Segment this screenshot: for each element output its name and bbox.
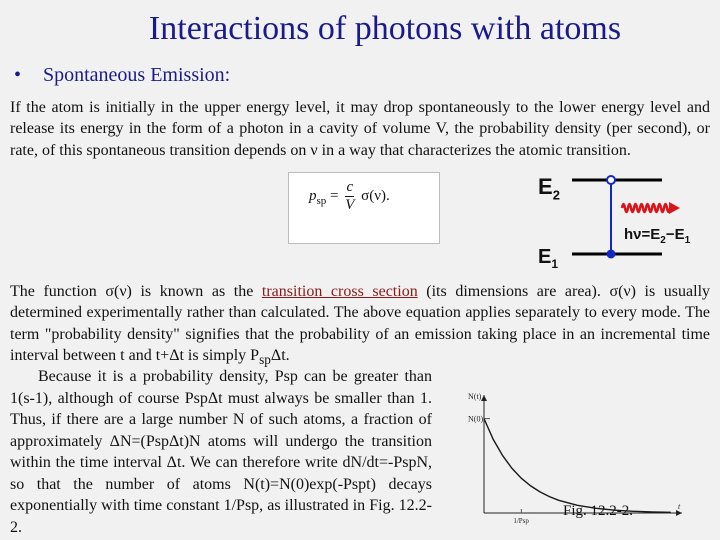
- paragraph-probability: Because it is a probability density, Psp can be greater than 1(s-1), although of course PspΔt must always be smaller than 1. Thus, if there are a large number N of such atoms, a fraction of approximately ΔN=(PspΔt)N atoms will undergo the transition within the time interval Δt. We can therefore write dN/dt=-PspN, so that the number of atoms N(t)=N(0)exp(-Pspt) decays exponentially with time constant 1/Psp, as illustrated in Fig. 12.2-2.: [10, 368, 432, 536]
- photon-wave: [622, 204, 670, 212]
- rate-formula: $p_{sp}$ = $\frac{c}{V}$ σ(ν).: [309, 179, 390, 213]
- highlight-term: transition cross section: [261, 283, 418, 300]
- formula-numerator: c: [346, 179, 354, 195]
- y-axis-label: N(t): [468, 392, 482, 401]
- bullet-icon: •: [14, 64, 22, 86]
- energy-level-diagram: [532, 172, 712, 277]
- paragraph-intro: If the atom is initially in the upper energy level, it may drop spontaneously to the lower energy level and release its energy in the form of a photon in a cavity of volume V, the probability density (per second), or rate, of this spontaneous transition depends on ν in a way that characterizes the atomic transition.: [10, 99, 710, 159]
- photon-energy-label: $h\nu=E_2-E_1$: [624, 226, 691, 246]
- formula-lhs-sub: sp: [316, 194, 327, 207]
- section-heading-label: Spontaneous Emission:: [43, 64, 231, 86]
- formula-box: [288, 172, 440, 244]
- time-constant-label: 1/Psp: [513, 517, 529, 525]
- formula-fraction: [345, 179, 354, 214]
- x-axis-label: t: [678, 502, 681, 511]
- section-heading: [14, 64, 230, 87]
- formula-denominator: V: [345, 197, 355, 213]
- lower-level-label: $E_1$: [538, 246, 559, 271]
- decay-curve: [484, 419, 671, 513]
- photon-arrow-head: [669, 202, 680, 214]
- page-title: Interactions of photons with atoms: [148, 10, 622, 47]
- y-axis-arrow: [481, 395, 487, 401]
- formula-lhs: p: [309, 187, 317, 204]
- y0-label: N(0): [468, 414, 484, 424]
- paragraph-cross-section: The function σ(ν) is known as the transition cross section (its dimensions are area). σ(ν) is usually determined experimentally rather than calculated. The above equation applies separately to every mode. The term "probability density" signifies that the probability of an emission taking place in an incremental time interval between t and t+Δt is simply $P_{sp}\Delta t$.: [10, 283, 711, 368]
- upper-level-label: $E_2$: [538, 174, 560, 203]
- electron-dot: [607, 250, 616, 259]
- figure-caption: Fig. 12.2-2.: [563, 503, 634, 519]
- upper-state-circle: [607, 176, 615, 184]
- formula-rhs: σ(ν).: [361, 187, 390, 204]
